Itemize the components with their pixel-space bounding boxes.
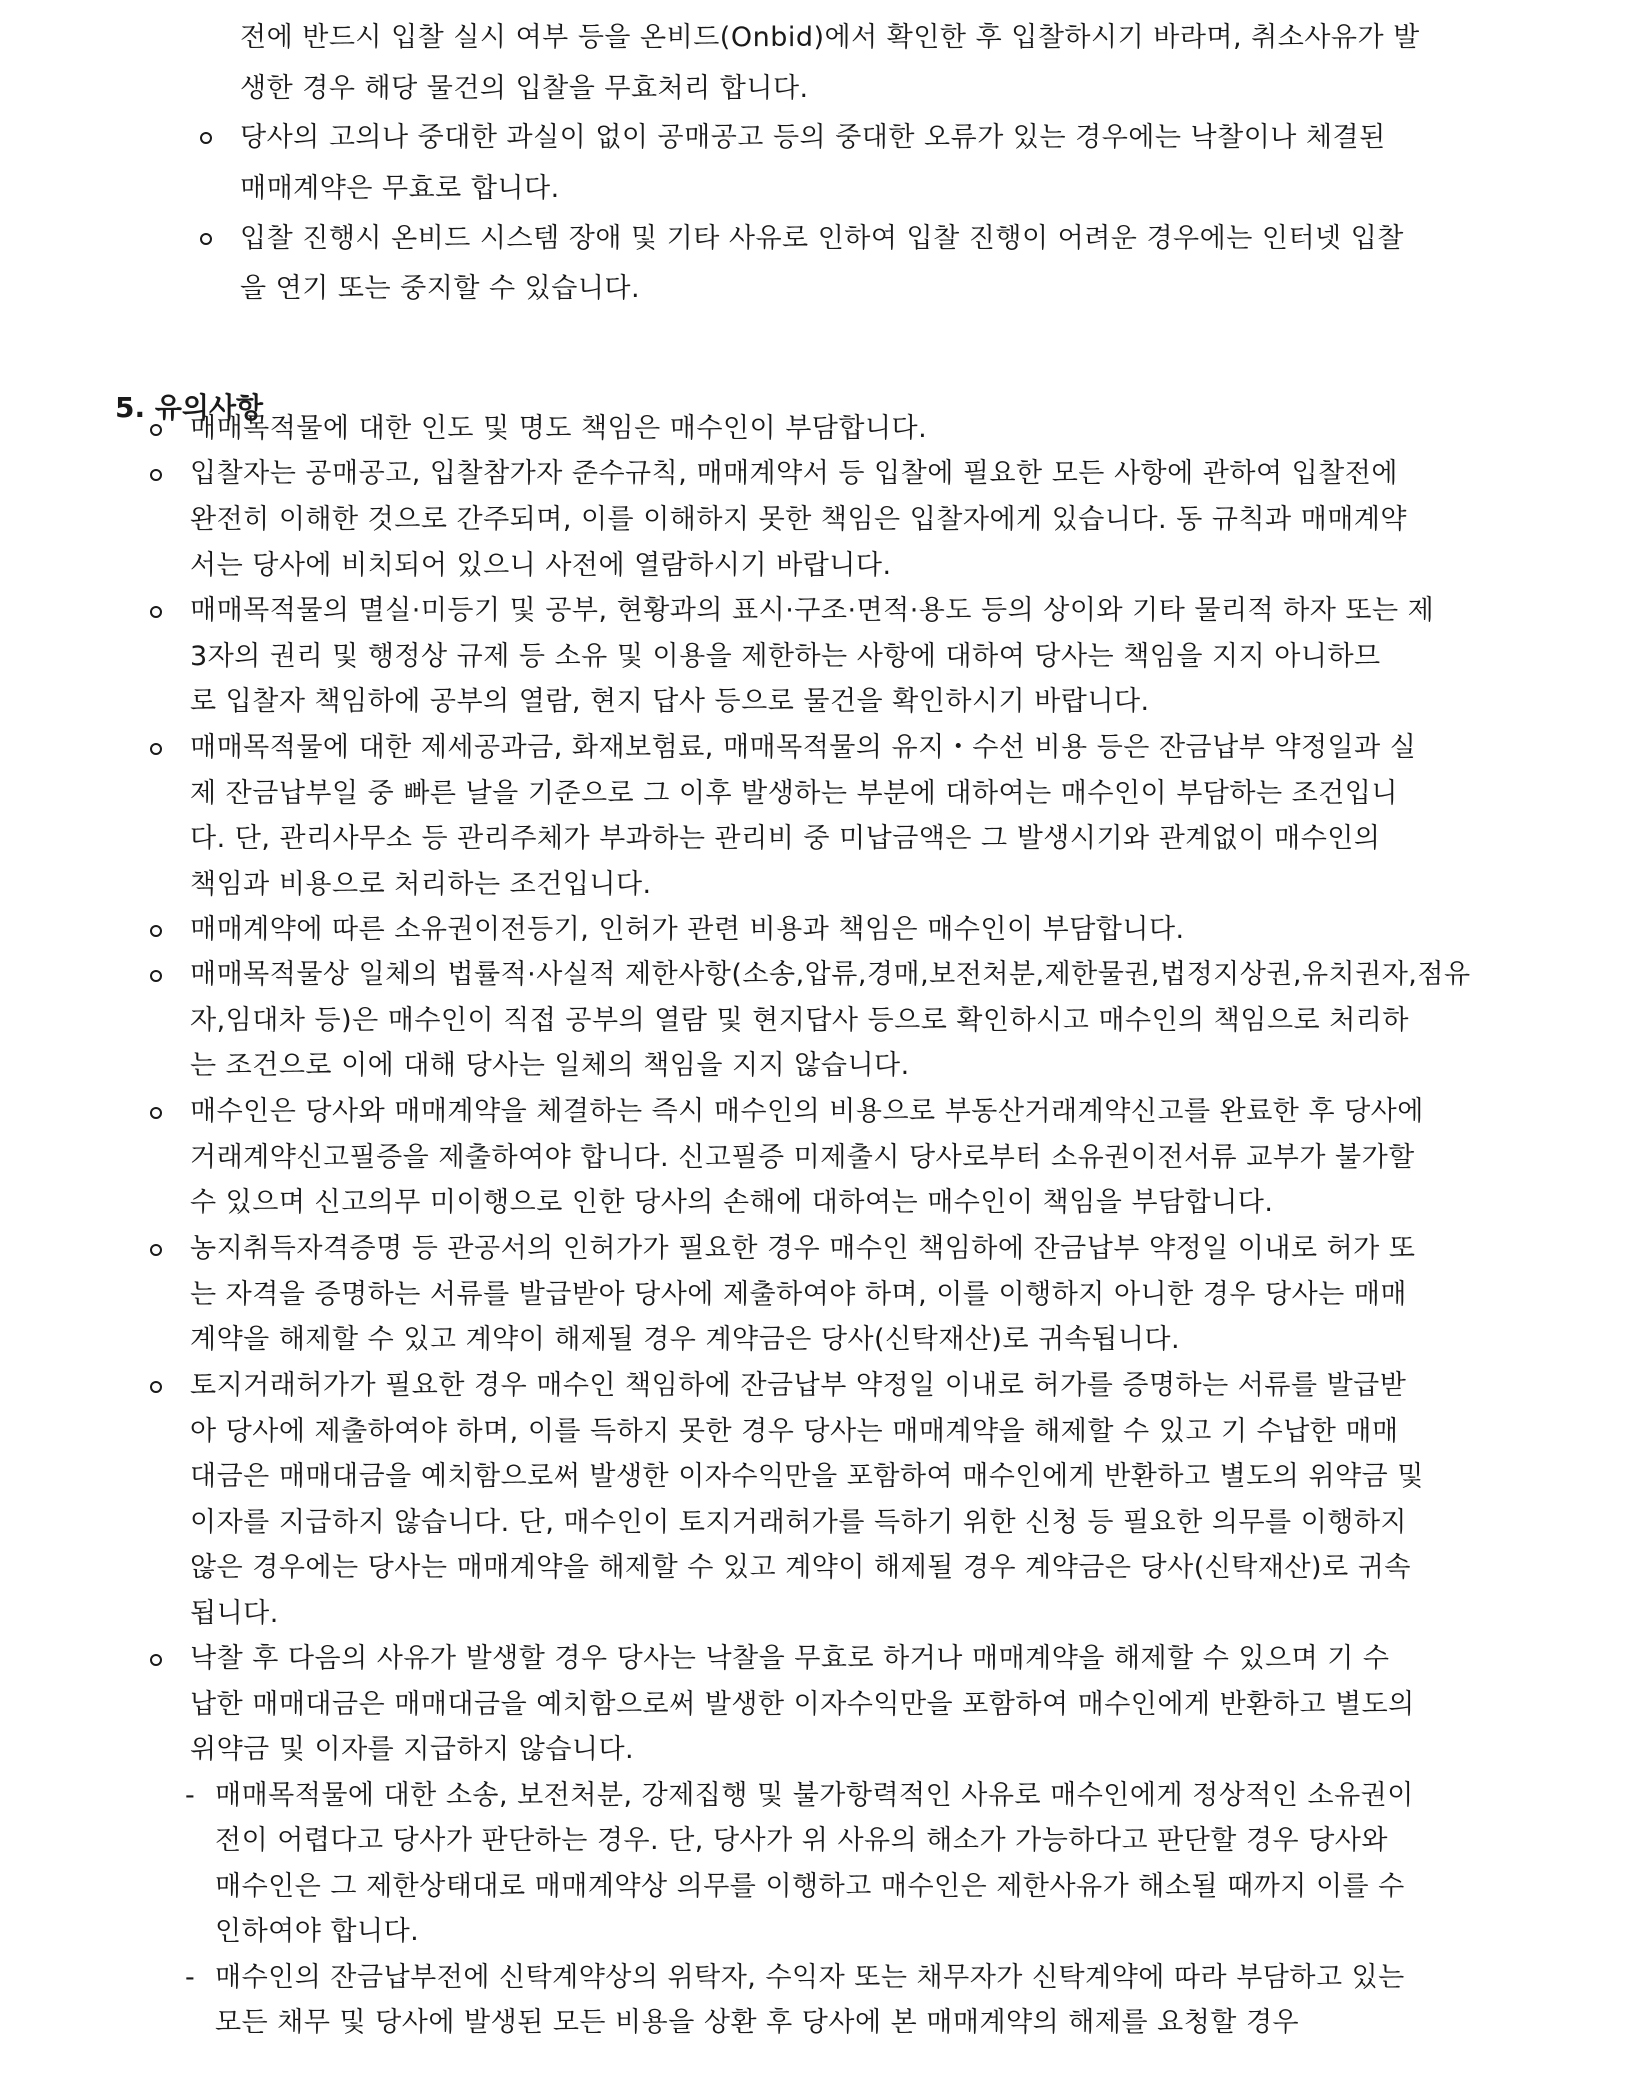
- item-5-line-1: 매매계약에 따른 소유권이전등기, 인허가 관련 비용과 책임은 매수인이 부담합니다.: [190, 914, 1185, 945]
- item-2-line-3: 서는 당사에 비치되어 있으니 사전에 열람하시기 바랍니다.: [190, 550, 892, 581]
- item-10-line-1: 낙찰 후 다음의 사유가 발생할 경우 당사는 낙찰을 무효로 하거나 매매계약을 해제할 수 있으며 기 수: [190, 1643, 1390, 1674]
- item-9-line-4: 이자를 지급하지 않습니다. 단, 매수인이 토지거래허가를 득하기 위한 신청 등 필요한 의무를 이행하지: [190, 1507, 1408, 1538]
- section-heading: 5. 유의사항: [115, 391, 264, 424]
- bullet-icon: [150, 1244, 162, 1256]
- bullet-icon: [200, 132, 212, 144]
- top-item-1-line-2: 매매계약은 무효로 합니다.: [240, 173, 560, 204]
- item-10-line-3: 위약금 및 이자를 지급하지 않습니다.: [190, 1734, 635, 1765]
- item-3-line-2: 3자의 권리 및 행정상 규제 등 소유 및 이용을 제한하는 사항에 대하여 당사는 책임을 지지 아니하므: [190, 641, 1381, 672]
- item-8-line-3: 계약을 해제할 수 있고 계약이 해제될 경우 계약금은 당사(신탁재산)로 귀속됩니다.: [190, 1324, 1181, 1355]
- bullet-icon: [150, 469, 162, 481]
- bullet-icon: [150, 1381, 162, 1393]
- item-6-line-1: 매매목적물상 일체의 법률적·사실적 제한사항(소송,압류,경매,보전처분,제한물권,법정지상권,유치권자,점유: [190, 959, 1471, 990]
- subitem-1-line-1: 매매목적물에 대한 소송, 보전처분, 강제집행 및 불가항력적인 사유로 매수인에게 정상적인 소유권이: [215, 1780, 1414, 1811]
- item-9-line-6: 됩니다.: [190, 1598, 279, 1629]
- dash-icon: -: [185, 1780, 195, 1811]
- subitem-2-line-1: 매수인의 잔금납부전에 신탁계약상의 위탁자, 수익자 또는 채무자가 신탁계약에 따라 부담하고 있는: [215, 1962, 1405, 1993]
- bullet-icon: [150, 606, 162, 618]
- subitem-1-line-2: 전이 어렵다고 당사가 판단하는 경우. 단, 당사가 위 사유의 해소가 가능하다고 판단할 경우 당사와: [215, 1825, 1388, 1856]
- item-3-line-3: 로 입찰자 책임하에 공부의 열람, 현지 답사 등으로 물건을 확인하시기 바랍니다.: [190, 686, 1150, 717]
- bullet-icon: [150, 424, 162, 436]
- subitem-1-line-3: 매수인은 그 제한상태대로 매매계약상 의무를 이행하고 매수인은 제한사유가 해소될 때까지 이를 수: [215, 1871, 1405, 1902]
- continued-line-1: 전에 반드시 입찰 실시 여부 등을 온비드(Onbid)에서 확인한 후 입찰하시기 바라며, 취소사유가 발: [240, 22, 1420, 53]
- top-item-1-line-1: 당사의 고의나 중대한 과실이 없이 공매공고 등의 중대한 오류가 있는 경우에는 낙찰이나 체결된: [240, 122, 1386, 153]
- top-item-2-line-1: 입찰 진행시 온비드 시스템 장애 및 기타 사유로 인하여 입찰 진행이 어려운 경우에는 인터넷 입찰: [240, 223, 1404, 254]
- item-4-line-1: 매매목적물에 대한 제세공과금, 화재보험료, 매매목적물의 유지・수선 비용 등은 잔금납부 약정일과 실: [190, 732, 1417, 763]
- item-4-line-4: 책임과 비용으로 처리하는 조건입니다.: [190, 869, 652, 900]
- item-9-line-3: 대금은 매매대금을 예치함으로써 발생한 이자수익만을 포함하여 매수인에게 반환하고 별도의 위약금 및: [190, 1461, 1424, 1492]
- subitem-1-line-4: 인하여야 합니다.: [215, 1916, 420, 1947]
- item-9-line-5: 않은 경우에는 당사는 매매계약을 해제할 수 있고 계약이 해제될 경우 계약금은 당사(신탁재산)로 귀속: [190, 1552, 1411, 1583]
- item-7-line-2: 거래계약신고필증을 제출하여야 합니다. 신고필증 미제출시 당사로부터 소유권이전서류 교부가 불가할: [190, 1142, 1415, 1173]
- item-1-line-1: 매매목적물에 대한 인도 및 명도 책임은 매수인이 부담합니다.: [190, 413, 928, 444]
- continued-line-2: 생한 경우 해당 물건의 입찰을 무효처리 합니다.: [240, 73, 809, 104]
- bullet-icon: [150, 743, 162, 755]
- top-item-2-line-2: 을 연기 또는 중지할 수 있습니다.: [240, 273, 641, 304]
- item-6-line-2: 자,임대차 등)은 매수인이 직접 공부의 열람 및 현지답사 등으로 확인하시고 매수인의 책임으로 처리하: [190, 1005, 1409, 1036]
- dash-icon: -: [185, 1962, 195, 1993]
- item-7-line-1: 매수인은 당사와 매매계약을 체결하는 즉시 매수인의 비용으로 부동산거래계약신고를 완료한 후 당사에: [190, 1096, 1424, 1127]
- item-8-line-1: 농지취득자격증명 등 관공서의 인허가가 필요한 경우 매수인 책임하에 잔금납부 약정일 이내로 허가 또: [190, 1233, 1416, 1264]
- bullet-icon: [150, 925, 162, 937]
- item-2-line-2: 완전히 이해한 것으로 간주되며, 이를 이해하지 못한 책임은 입찰자에게 있습니다. 동 규칙과 매매계약: [190, 504, 1408, 535]
- item-9-line-1: 토지거래허가가 필요한 경우 매수인 책임하에 잔금납부 약정일 이내로 허가를 증명하는 서류를 발급받: [190, 1370, 1407, 1401]
- bullet-icon: [150, 1654, 162, 1666]
- item-4-line-2: 제 잔금납부일 중 빠른 날을 기준으로 그 이후 발생하는 부분에 대하여는 매수인이 부담하는 조건입니: [190, 778, 1398, 809]
- item-4-line-3: 다. 단, 관리사무소 등 관리주체가 부과하는 관리비 중 미납금액은 그 발생시기와 관계없이 매수인의: [190, 823, 1381, 854]
- bullet-icon: [200, 233, 212, 245]
- item-7-line-3: 수 있으며 신고의무 미이행으로 인한 당사의 손해에 대하여는 매수인이 책임을 부담합니다.: [190, 1187, 1274, 1218]
- bullet-icon: [150, 970, 162, 982]
- item-8-line-2: 는 자격을 증명하는 서류를 발급받아 당사에 제출하여야 하며, 이를 이행하지 아니한 경우 당사는 매매: [190, 1279, 1408, 1310]
- item-2-line-1: 입찰자는 공매공고, 입찰참가자 준수규칙, 매매계약서 등 입찰에 필요한 모든 사항에 관하여 입찰전에: [190, 458, 1398, 489]
- item-6-line-3: 는 조건으로 이에 대해 당사는 일체의 책임을 지지 않습니다.: [190, 1050, 910, 1081]
- item-10-line-2: 납한 매매대금은 매매대금을 예치함으로써 발생한 이자수익만을 포함하여 매수인에게 반환하고 별도의: [190, 1689, 1415, 1720]
- item-3-line-1: 매매목적물의 멸실·미등기 및 공부, 현황과의 표시·구조·면적·용도 등의 상이와 기타 물리적 하자 또는 제: [190, 595, 1435, 626]
- bullet-icon: [150, 1107, 162, 1119]
- subitem-2-line-2: 모든 채무 및 당사에 발생된 모든 비용을 상환 후 당사에 본 매매계약의 해제를 요청할 경우: [215, 2007, 1300, 2038]
- item-9-line-2: 아 당사에 제출하여야 하며, 이를 득하지 못한 경우 당사는 매매계약을 해제할 수 있고 기 수납한 매매: [190, 1416, 1399, 1447]
